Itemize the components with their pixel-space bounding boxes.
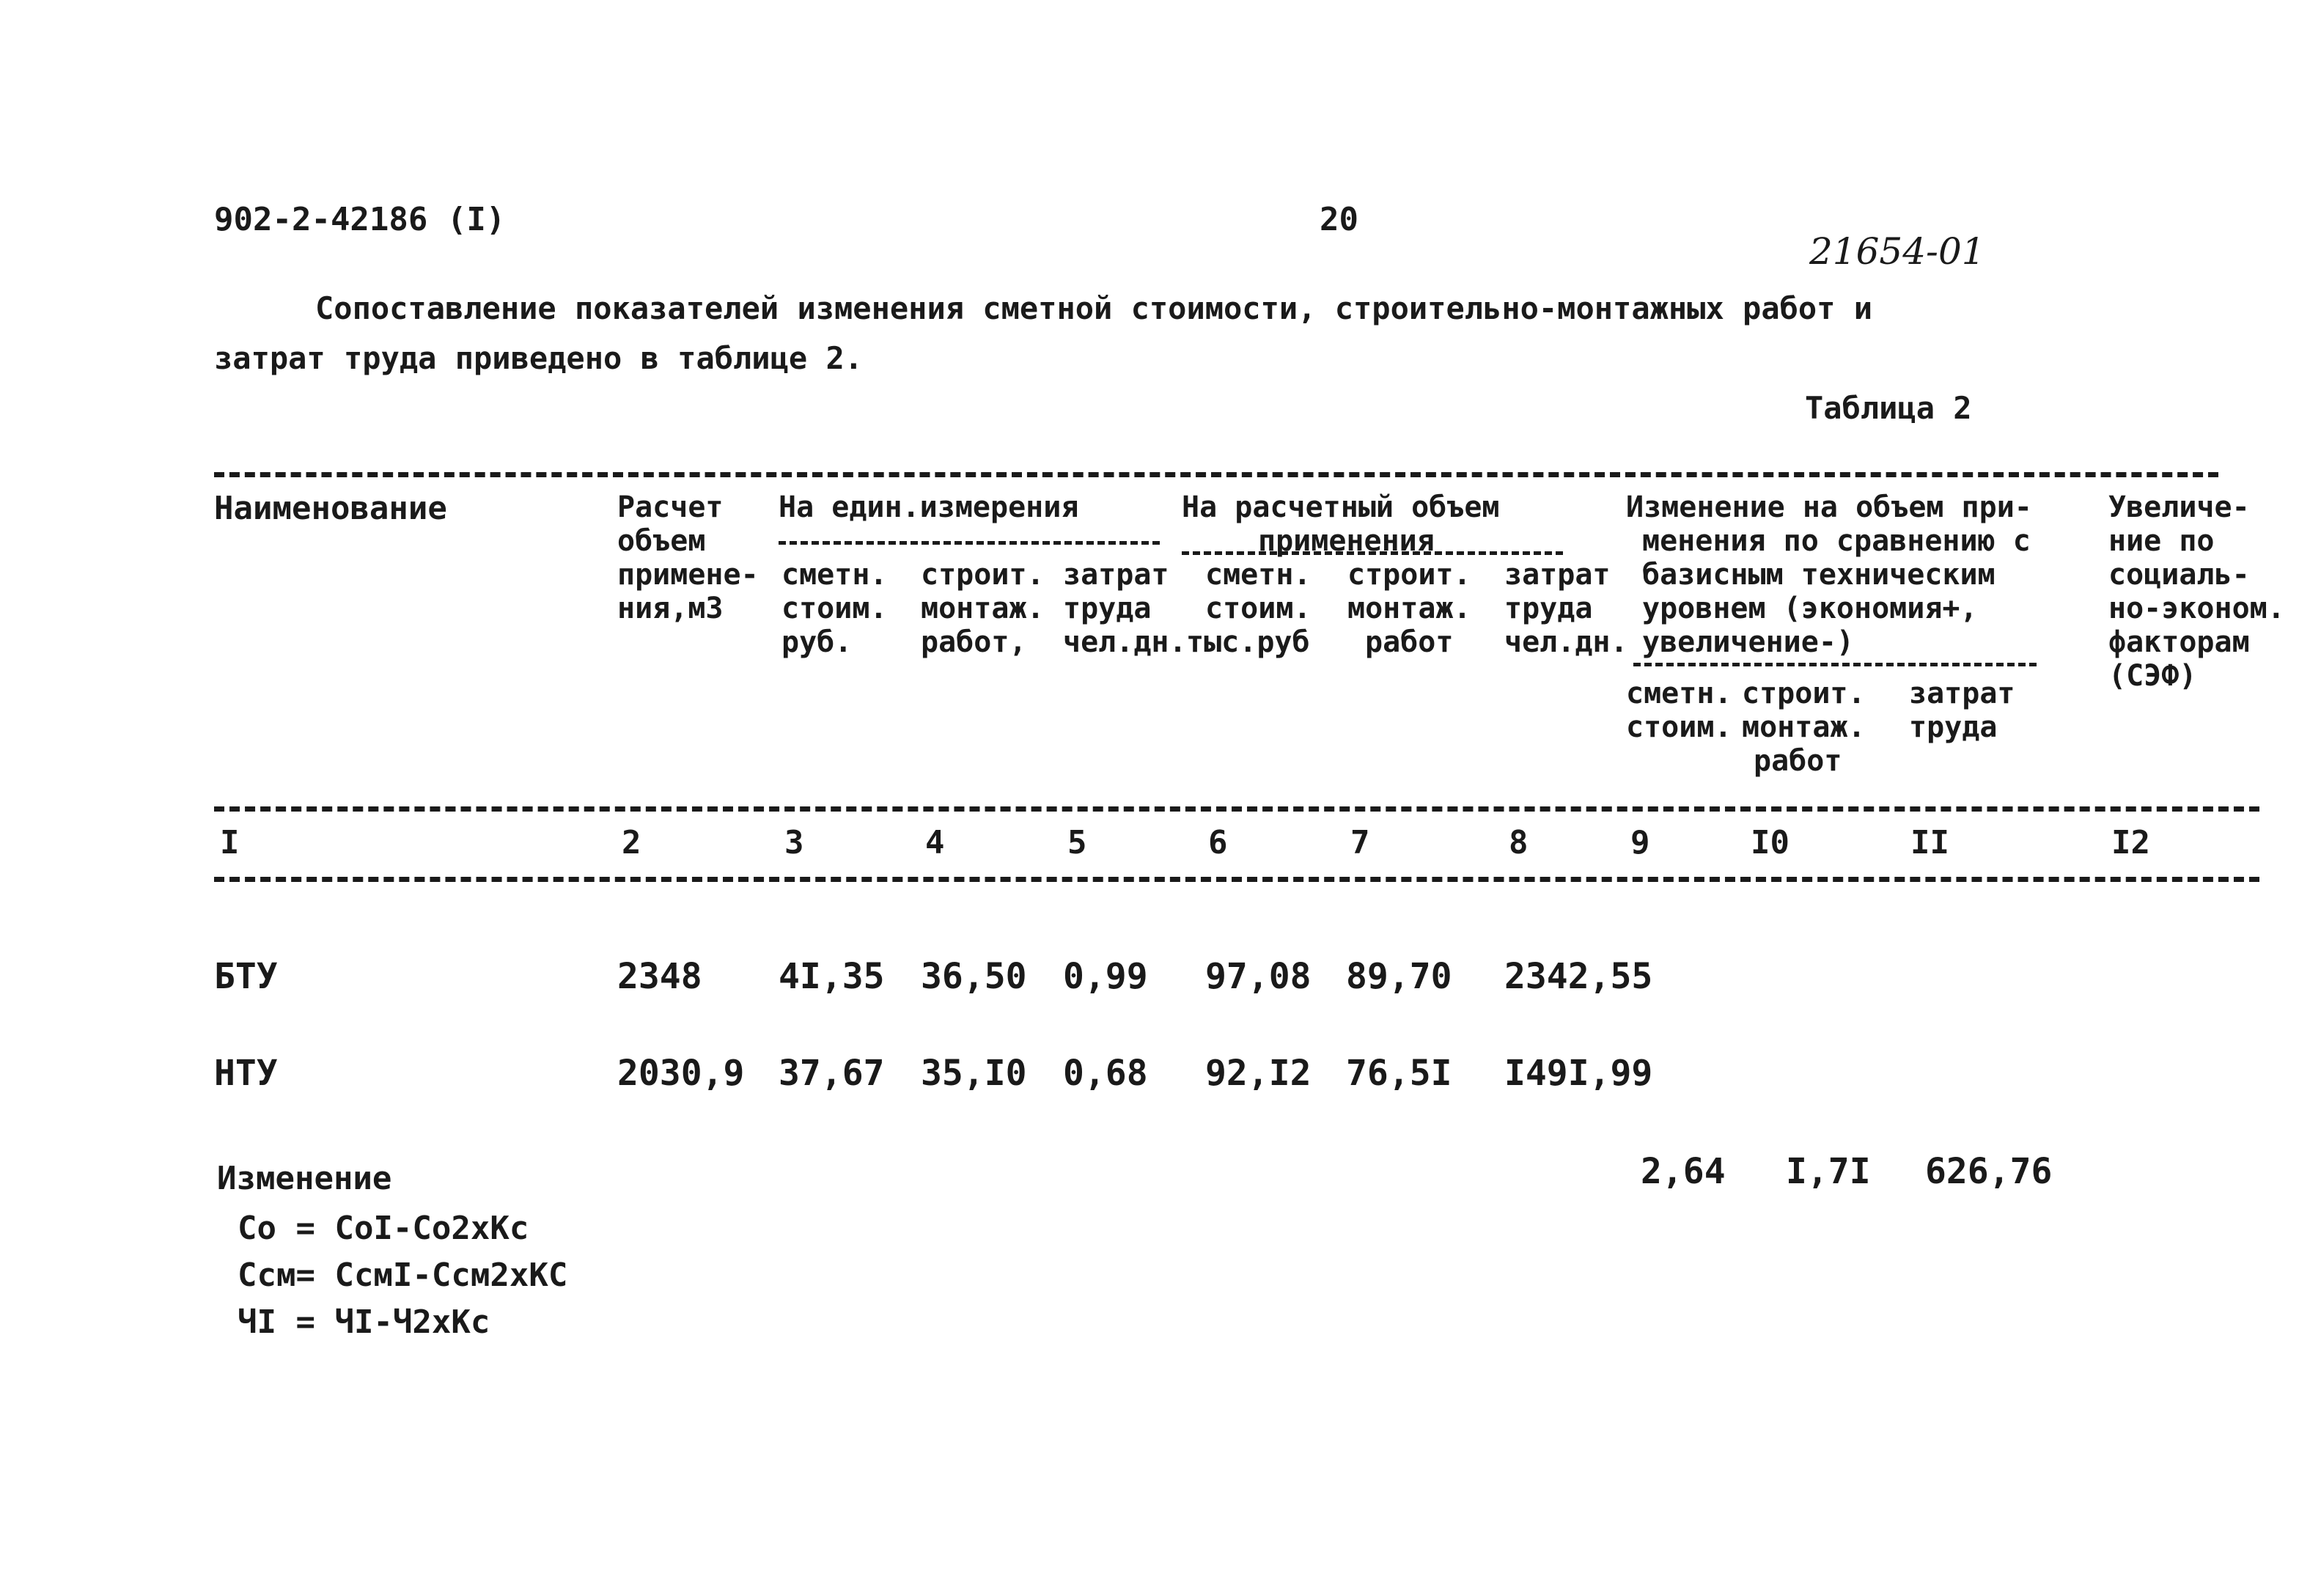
col-number: I (220, 824, 240, 861)
col-number: 7 (1350, 824, 1370, 861)
formula-line: Со = СоI-Со2хКс (238, 1210, 529, 1247)
table-cell: 2342,55 (1504, 956, 1653, 997)
table-top-rule (214, 472, 2218, 477)
per-unit-group-rule (779, 541, 1160, 545)
change-group-rule (1633, 663, 2037, 666)
table-cell: 4I,35 (779, 956, 885, 997)
col-number: I2 (2111, 824, 2150, 861)
table-label: Таблица 2 (1805, 390, 1972, 426)
table-cell: 0,99 (1063, 956, 1148, 997)
header-per-unit-group: На един.измерения (779, 490, 1079, 524)
table-cell: 2030,9 (617, 1053, 745, 1094)
table-cell: 36,50 (921, 956, 1027, 997)
formula-line: Ссм= СсмI-Ссм2хКС (238, 1257, 568, 1294)
formula-line: ЧI = ЧI-Ч2хКс (238, 1303, 490, 1341)
table-cell: I,7I (1786, 1151, 1871, 1192)
col-number: 9 (1630, 824, 1650, 861)
table-cell: 0,68 (1063, 1053, 1148, 1094)
table-cell: 89,70 (1346, 956, 1452, 997)
header-bottom-rule (214, 806, 2259, 812)
col-number: 6 (1208, 824, 1228, 861)
change-row-label: Изменение (217, 1160, 392, 1197)
table-cell: 35,I0 (921, 1053, 1027, 1094)
header-calc-group-line2: применения (1258, 524, 1435, 558)
col-number: 3 (784, 824, 804, 861)
col-number: 4 (925, 824, 945, 861)
intro-line-2: затрат труда приведено в таблице 2. (214, 340, 864, 376)
col-number: II (1910, 824, 1949, 861)
calc-group-rule (1182, 551, 1563, 555)
table-cell: I49I,99 (1504, 1053, 1653, 1094)
page-number: 20 (1320, 201, 1358, 238)
header-calc-group-line1: На расчетный объем (1182, 490, 1500, 524)
handwritten-number: 21654-01 (1809, 230, 1985, 273)
intro-line-1: Сопоставление показателей изменения сметной стоимости, строительно-монтажных работ и (315, 290, 1873, 326)
col-number: 5 (1067, 824, 1087, 861)
row-name: БТУ (214, 956, 278, 997)
col-number: 8 (1509, 824, 1529, 861)
table-cell: 92,I2 (1205, 1053, 1312, 1094)
table-cell: 76,5I (1346, 1053, 1452, 1094)
table-cell: 97,08 (1205, 956, 1312, 997)
document-code: 902-2-42186 (I) (214, 201, 506, 238)
table-cell: 2348 (617, 956, 702, 997)
header-name: Наименование (214, 490, 447, 527)
table-cell: 626,76 (1925, 1151, 2053, 1192)
table-cell: 37,67 (779, 1053, 885, 1094)
row-name: НТУ (214, 1053, 278, 1094)
col-number: I0 (1751, 824, 1789, 861)
table-cell: 2,64 (1641, 1151, 1726, 1192)
column-numbers-bottom-rule (214, 877, 2259, 882)
col-number: 2 (622, 824, 641, 861)
